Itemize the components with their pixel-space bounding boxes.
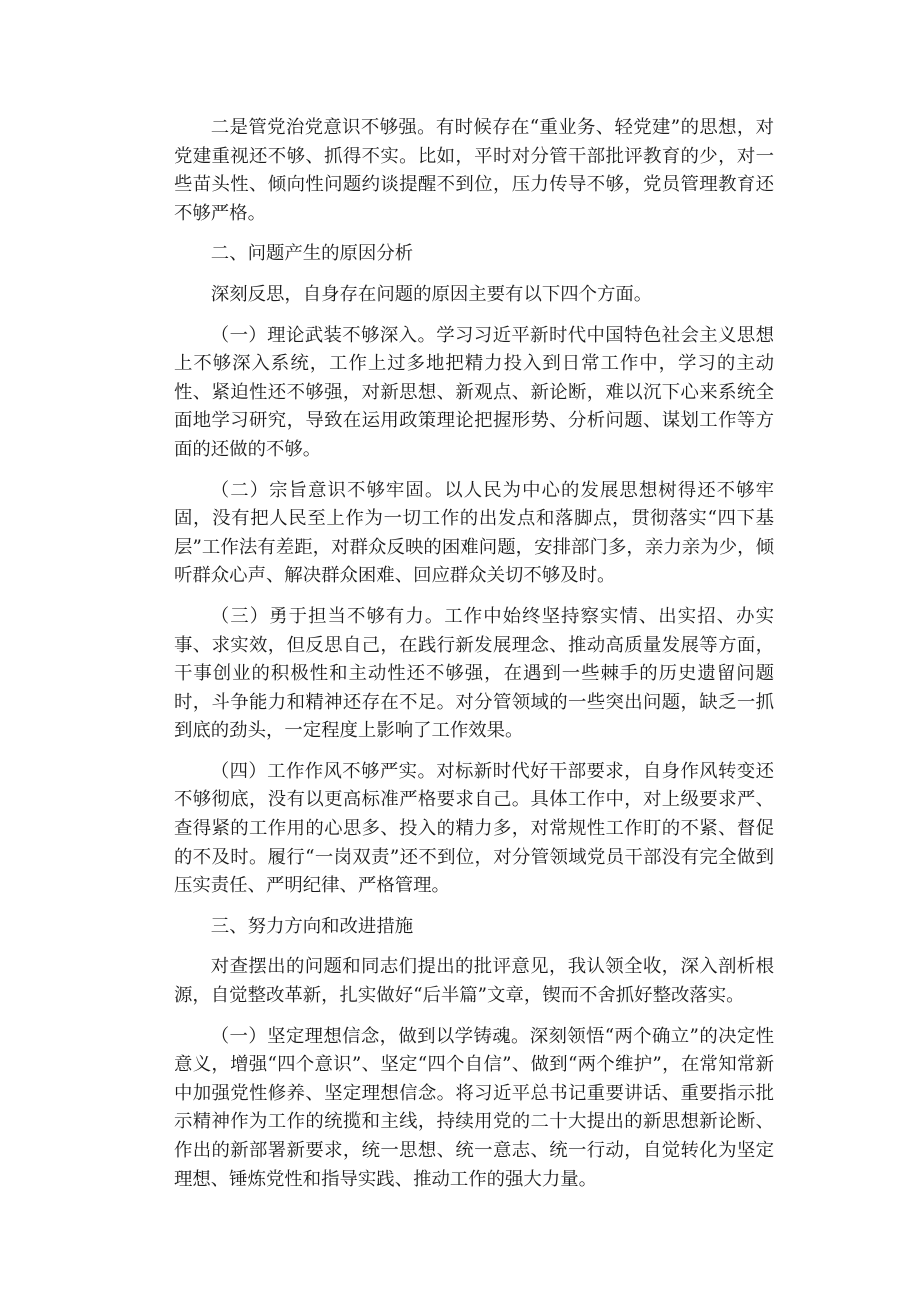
paragraph-reflection-intro: 深刻反思，自身存在问题的原因主要有以下四个方面。 [210,283,653,305]
heading-improvement-measures: 三、努力方向和改进措施 [210,915,414,937]
document-body [174,114,774,1194]
paragraph-responsibility: （三）勇于担当不够有力。工作中始终坚持察实情、出实招、办实事、求实效，但反思自己，在践行新发展理念、推动高质量发展等方面，干事创业的积极性和主动性还不够强，在遇到一些棘手的历史遗留问题时，斗争能力和精神还存在不足。对分管领域的一些突出问题，缺乏一抓到底的劲头，一定程度上影响了工作效果。 [174,605,774,742]
paragraph-rectification-intro: 对查摆出的问题和同志们提出的批评意见，我认领全收，深入剖析根源，自觉整改革新，扎实做好“后半篇”文章，锲而不舍抓好整改落实。 [174,956,774,1007]
paragraph-work-style: （四）工作作风不够严实。对标新时代好干部要求，自身作风转变还不够彻底，没有以更高标准严格要求自己。具体工作中，对上级要求严、查得紧的工作用的心思多、投入的精力多，对常规性工作盯的不紧、督促的不及时。履行“一岗双责”还不到位，对分管领域党员干部没有完全做到压实责任、严明纪律、严格管理。 [174,760,774,897]
paragraph-ideals-beliefs: （一）坚定理想信念，做到以学铸魂。深刻领悟“两个确立”的决定性意义，增强“四个意识”、坚定“四个自信”、做到“两个维护”，在常知常新中加强党性修养、坚定理想信念。将习近平总书记重要讲话、重要指示批示精神作为工作的统揽和主线，持续用党的二十大提出的新思想新论断、作出的新部署新要求，统一思想、统一意志、统一行动，自觉转化为坚定理想、锤炼党性和指导实践、推动工作的强大力量。 [174,1025,774,1190]
heading-cause-analysis: 二、问题产生的原因分析 [210,243,414,265]
paragraph-theory-study: （一）理论武装不够深入。学习习近平新时代中国特色社会主义思想上不够深入系统，工作上过多地把精力投入到日常工作中，学习的主动性、紧迫性还不够强，对新思想、新观点、新论断，难以沉下心来系统全面地学习研究，导致在运用政策理论把握形势、分析问题、谋划工作等方面的还做的不够。 [174,324,774,460]
paragraph-party-governance: 二是管党治党意识不够强。有时候存在“重业务、轻党建”的思想，对党建重视还不够、抓得不实。比如，平时对分管干部批评教育的少，对一些苗头性、倾向性问题约谈提醒不到位，压力传导不够，党员管理教育还不够严格。 [174,117,774,224]
paragraph-purpose-awareness: （二）宗旨意识不够牢固。以人民为中心的发展思想树得还不够牢固，没有把人民至上作为一切工作的出发点和落脚点，贯彻落实“四下基层”工作法有差距，对群众反映的困难问题，安排部门多，亲力亲为少，倾听群众心声、解决群众困难、回应群众关切不够及时。 [174,479,774,587]
